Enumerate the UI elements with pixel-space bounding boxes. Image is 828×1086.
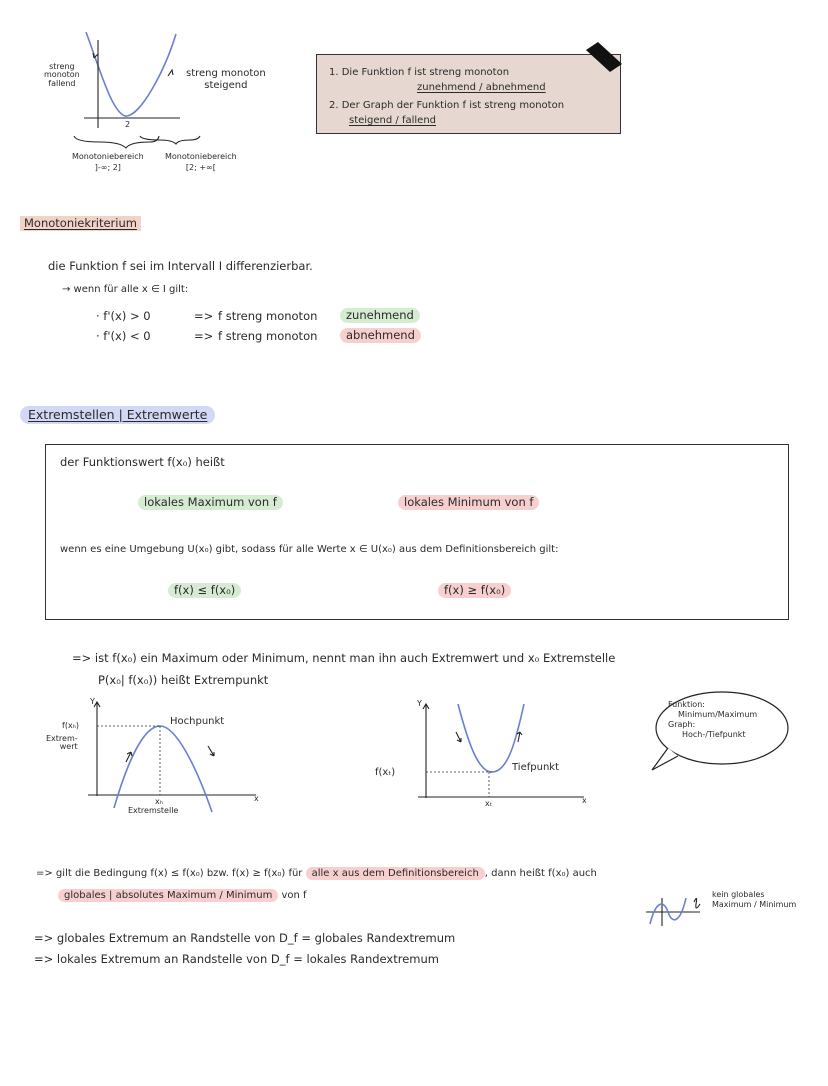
row2-arrow: => xyxy=(194,329,214,343)
row1-condition: · f'(x) > 0 xyxy=(96,309,151,323)
note-item-1: 1. Die Funktion f ist streng monoton xyxy=(329,67,510,78)
vertex-tick: 2 xyxy=(125,120,131,129)
max-x-axis-label: x xyxy=(254,794,259,803)
extremwert-label: Extrem- wert xyxy=(46,734,78,751)
left-range: Monotoniebereich ]-∞; 2] xyxy=(72,152,144,173)
row1-text: f streng monoton xyxy=(218,309,318,323)
row1-arrow: => xyxy=(194,309,214,323)
note-item-1-options: zunehmend / abnehmend xyxy=(417,82,546,93)
row2-condition: · f'(x) < 0 xyxy=(96,329,151,343)
row2-text: f streng monoton xyxy=(218,329,318,343)
extrema-heading: Extremstellen | Extremwerte xyxy=(20,406,215,424)
conclusion-line-1: => ist f(x₀) ein Maximum oder Minimum, nennt man ihn auch Extremwert und x₀ Extremstelle xyxy=(72,651,616,665)
falling-label: streng monoton fallend xyxy=(44,62,80,88)
note-item-2: 2. Der Graph der Funktion f ist streng monoton xyxy=(329,100,565,111)
min-y-axis-label: Y xyxy=(417,699,422,708)
conclusion-line-2: P(x₀| f(x₀)) heißt Extrempunkt xyxy=(98,673,269,687)
min-x-axis-label: x xyxy=(582,796,587,805)
global-line-2: globales | absolutes Maximum / Minimum von f xyxy=(58,890,307,901)
right-range: Monotoniebereich [2; +∞[ xyxy=(165,152,237,173)
xh-label: xₕ xyxy=(155,797,163,806)
hochpunkt-label: Hochpunkt xyxy=(170,716,225,727)
ineq-max: f(x) ≤ f(x₀) xyxy=(168,583,241,598)
min-fx-label: f(xₜ) xyxy=(375,767,396,778)
extremstelle-label: Extremstelle xyxy=(128,806,179,815)
rising-label: streng monoton steigend xyxy=(186,68,266,91)
xt-label: xₜ xyxy=(485,799,493,808)
max-y-axis-label: Y xyxy=(90,697,95,706)
bubble-text: Funktion: Minimum/Maximum Graph: Hoch-/Tiefpunkt xyxy=(668,700,758,739)
tiefpunkt-label: Tiefpunkt xyxy=(512,762,559,773)
criterion-condition: → wenn für alle x ∈ I gilt: xyxy=(62,284,189,295)
max-fx-label: f(xₕ) xyxy=(62,721,80,730)
ineq-min: f(x) ≥ f(x₀) xyxy=(438,583,511,598)
row2-result: abnehmend xyxy=(340,328,421,343)
criterion-intro: die Funktion f sei im Intervall I differenzierbar. xyxy=(48,259,313,273)
boundary-line-2: => lokales Extremum an Randstelle von D_f = lokales Randextremum xyxy=(34,952,439,966)
note-item-2-options: steigend / fallend xyxy=(349,115,437,126)
boundary-line-1: => globales Extremum an Randstelle von D_f = globales Randextremum xyxy=(34,931,456,945)
side-note: kein globales Maximum / Minimum xyxy=(712,890,797,910)
criterion-heading: Monotoniekriterium xyxy=(20,216,141,231)
local-min-label: lokales Minimum von f xyxy=(398,495,539,510)
row1-result: zunehmend xyxy=(340,308,420,323)
global-line-1: => gilt die Bedingung f(x) ≤ f(x₀) bzw. f(x) ≥ f(x₀) für alle x aus dem Definitionsbereich , dann heißt f(x₀) auch xyxy=(36,868,597,879)
local-max-label: lokales Maximum von f xyxy=(138,495,283,510)
box-condition: wenn es eine Umgebung U(x₀) gibt, sodass für alle Werte x ∈ U(x₀) aus dem Definitionsbereich gilt: xyxy=(60,544,559,555)
box-intro: der Funktionswert f(x₀) heißt xyxy=(60,455,225,469)
